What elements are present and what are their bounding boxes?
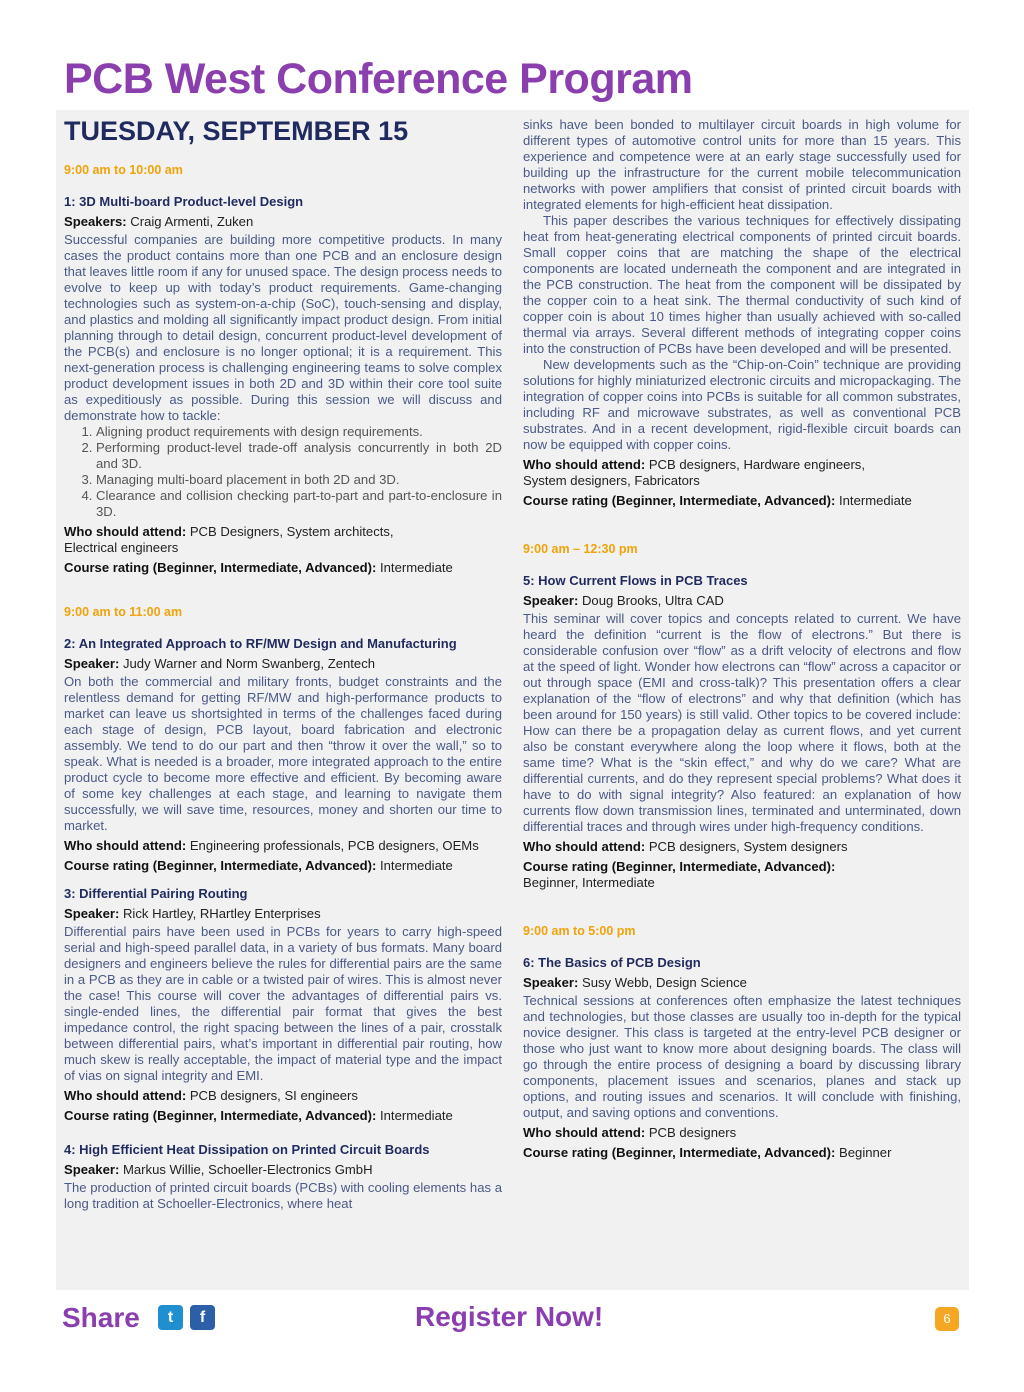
list-item: 2. Performing product-level trade-off analysis concurrently in both 2D and 3D.: [96, 440, 502, 472]
list-item: 3. Managing multi-board placement in both 2D and 3D.: [96, 472, 502, 488]
rating-label: Course rating (Beginner, Intermediate, Advanced):: [523, 859, 836, 874]
attend-label: Who should attend:: [64, 524, 187, 539]
speaker-line: [523, 593, 961, 609]
time-slot: 9:00 am to 11:00 am: [64, 605, 183, 619]
session-title: 5: How Current Flows in PCB Traces: [523, 573, 748, 588]
session-description-continued: sinks have been bonded to multilayer circuit boards in high volume for different types of automotive control units for more than 15 years. This experience and competence were at an early stage successfully used for building up the infrastructure for the current mobile telecommunication networks with power amplifiers that consist of printed circuit boards with integrated elements for high-efficient heat dissipation.: [523, 117, 961, 212]
attend-line: [523, 839, 961, 855]
session-description: On both the commercial and military fronts, budget constraints and the relentless demand for getting RF/MW and high-performance products to market can leave us shortsighted in terms of the challenges faced during each stage of design, PCB layout, board fabrication and electronic assembly. We tend to do our part and then “throw it over the wall,” so to speak. What is needed is a broader, more integrated approach to the entire product cycle to become more effective and efficient. By becoming aware of some key challenges at each stage, and learning to navigate them successfully, we will save time, resources, money and shorten our time to market.: [64, 674, 502, 833]
page-title: PCB West Conference Program: [64, 55, 693, 103]
rating-value: Intermediate: [380, 1108, 453, 1123]
session-title: 4: High Efficient Heat Dissipation on Printed Circuit Boards: [64, 1142, 430, 1157]
speaker-name: Judy Warner and Norm Swanberg, Zentech: [122, 656, 376, 671]
speaker-label: Speaker:: [64, 656, 120, 671]
attend-line: [64, 524, 502, 556]
attend-line: [523, 457, 961, 489]
time-slot: 9:00 am – 12:30 pm: [523, 542, 638, 556]
speaker-name: Craig Armenti, Zuken: [130, 214, 254, 229]
rating-label: Course rating (Beginner, Intermediate, Advanced):: [64, 858, 377, 873]
list-item: 1. Aligning product requirements with design requirements.: [96, 424, 502, 440]
rating-value: Beginner, Intermediate: [523, 875, 655, 890]
attend-line: [64, 838, 502, 854]
facebook-icon[interactable]: f: [190, 1305, 215, 1330]
program-panel: [56, 110, 969, 1290]
attend-line: [64, 1088, 502, 1104]
speaker-line: [64, 656, 502, 672]
session-title: 2: An Integrated Approach to RF/MW Design and Manufacturing: [64, 636, 457, 651]
speaker-label: Speakers:: [64, 214, 127, 229]
attend-line: [523, 1125, 961, 1141]
page-number-badge: 6: [935, 1307, 959, 1331]
attend-value: System designers, Fabricators: [523, 473, 700, 488]
time-slot: 9:00 am to 5:00 pm: [523, 924, 636, 938]
attend-value: Engineering professionals, PCB designers, OEMs: [189, 838, 479, 853]
twitter-icon[interactable]: t: [158, 1305, 183, 1330]
attend-label: Who should attend:: [523, 839, 646, 854]
session-title: 1: 3D Multi-board Product-level Design: [64, 194, 304, 209]
speaker-name: Markus Willie, Schoeller-Electronics GmbH: [122, 1162, 373, 1177]
attend-value: PCB designers, System designers: [648, 839, 848, 854]
attend-label: Who should attend:: [64, 1088, 187, 1103]
speaker-line: [523, 975, 961, 991]
footer-bar: [0, 1296, 1024, 1344]
list-item: 4. Clearance and collision checking part-to-part and part-to-enclosure in 3D.: [96, 488, 502, 520]
left-column: [64, 114, 502, 1212]
attend-value: PCB designers, Hardware engineers,: [648, 457, 865, 472]
rating-line: [523, 1145, 961, 1161]
rating-line: [64, 1108, 502, 1124]
time-slot: 9:00 am to 10:00 am: [64, 163, 183, 177]
register-now-link[interactable]: Register Now!: [415, 1301, 604, 1332]
speaker-name: Rick Hartley, RHartley Enterprises: [122, 906, 321, 921]
rating-label: Course rating (Beginner, Intermediate, Advanced):: [64, 1108, 377, 1123]
speaker-label: Speaker:: [523, 975, 579, 990]
attend-value: PCB designers, SI engineers: [189, 1088, 358, 1103]
rating-line: [64, 858, 502, 874]
speaker-line: [64, 1162, 502, 1178]
rating-line: [523, 859, 961, 891]
attend-value: PCB designers: [648, 1125, 737, 1140]
session-description: Successful companies are building more competitive products. In many cases the product contains more than one PCB and an enclosure design that leaves little room if any for unused space. The design process needs to evolve to keep up with today’s product requirements. Game-changing technologies such as system-on-a-chip (SoC), touch-sensing and display, and plastics and molding all significantly impact product design. From initial planning through to detail design, concurrent product-level development of the PCB(s) and enclosure is no longer optional; it is a requirement. This next-generation process is challenging engineering teams to solve complex product development issues in both 2D and 3D within their core tool suite as expeditiously as possible. During this session we will discuss and demonstrate how to tackle:: [64, 232, 502, 423]
right-column: [523, 117, 961, 1161]
speaker-name: Doug Brooks, Ultra CAD: [581, 593, 724, 608]
session-description: This seminar will cover topics and concepts related to current. We have heard the definition “current is the flow of electrons.” But there is considerable confusion over “flow” as a drift velocity of electrons and flow at the speed of light. Wonder how electrons can “flow” across a capacitor or out through space (EMI and cross-talk)? This presentation offers a clear explanation of the “flow of electrons” and why that definition (which has been around for 150 years) is still valid. Other topics to be covered include: How can there be a propagation delay as current flows, and yet current also be constant everywhere along the loop where it flows, both at the same time? What is the “skin effect,” and why do we care? What are differential currents, and do they represent special problems? What does it have to do with signal integrity? Also featured: an explanation of how currents flow down transmission lines, terminated and unterminated, down differential traces and through wires under high-frequency conditions.: [523, 611, 961, 834]
session-title: 3: Differential Pairing Routing: [64, 886, 248, 901]
attend-label: Who should attend:: [523, 1125, 646, 1140]
speaker-line: [64, 906, 502, 922]
speaker-name: Susy Webb, Design Science: [581, 975, 747, 990]
attend-label: Who should attend:: [64, 838, 187, 853]
share-label: Share: [62, 1302, 140, 1333]
topics-list: [64, 424, 502, 520]
rating-value: Intermediate: [839, 493, 912, 508]
session-title: 6: The Basics of PCB Design: [523, 955, 701, 970]
day-heading: TUESDAY, SEPTEMBER 15: [64, 116, 409, 146]
rating-line: [64, 560, 502, 576]
rating-line: [523, 493, 961, 509]
session-description: Technical sessions at conferences often emphasize the latest techniques and technologies, but those classes are usually too in-depth for the typical novice designer. This class is targeted at the entry-level PCB designer or those who just want to know more about designing boards. The class will go through the entire process of designing a board by discussing library components, placement issues and scenarios, planes and stack up options, and routing issues and scenarios. It will conclude with finishing, output, and saving options and conventions.: [523, 993, 961, 1120]
rating-value: Intermediate: [380, 560, 453, 575]
session-description-continued: This paper describes the various techniques for effectively dissipating heat from heat-generating electrical components of printed circuit boards. Small copper coins that are matching the shape of the electrical components are located underneath the component and are integrated in the PCB construction. The heat from the component will be dissipated by the copper coin to a heat sink. The thermal conductivity of such kind of copper coin is about 10 times higher than usually achieved with so-called thermal via arrays. Several different methods of integrating copper coins into the construction of PCBs have been developed and will be presented.: [523, 213, 961, 356]
attend-label: Who should attend:: [523, 457, 646, 472]
rating-label: Course rating (Beginner, Intermediate, Advanced):: [523, 493, 836, 508]
rating-value: Beginner: [839, 1145, 892, 1160]
speaker-label: Speaker:: [64, 1162, 120, 1177]
rating-value: Intermediate: [380, 858, 453, 873]
rating-label: Course rating (Beginner, Intermediate, Advanced):: [64, 560, 377, 575]
attend-value: PCB Designers, System architects,: [189, 524, 394, 539]
attend-value: Electrical engineers: [64, 540, 179, 555]
speaker-label: Speaker:: [523, 593, 579, 608]
speaker-label: Speaker:: [64, 906, 120, 921]
rating-label: Course rating (Beginner, Intermediate, Advanced):: [523, 1145, 836, 1160]
session-description: The production of printed circuit boards (PCBs) with cooling elements has a long tradition at Schoeller-Electronics, where heat: [64, 1180, 502, 1211]
session-description-continued: New developments such as the “Chip-on-Coin” technique are providing solutions for highly miniaturized electronic circuits and micropackaging. The integration of copper coins into PCBs is suitable for all common substrates, including RF and microwave substrates, as well as conventional PCB substrates. And in a recent development, rigid-flexible circuit boards can now be equipped with copper coins.: [523, 357, 961, 452]
session-description: Differential pairs have been used in PCBs for years to carry high-speed serial and high-speed parallel data, in a variety of bus formats. Many board designers and engineers believe the rules for differential pairs are the same in a PCB as they are in cable or a twisted pair of wires. This is almost never the case! This course will cover the advantages of differential pairs vs. single-ended lines, the differential pair format that gives the best impedance control, the right spacing between the lines of a pair, crosstalk between differential pairs, what’s important in differential pair routing, how much skew is really acceptable, the impact of material type and the impact of vias on signal integrity and EMI.: [64, 924, 502, 1083]
speaker-line: [64, 214, 502, 230]
